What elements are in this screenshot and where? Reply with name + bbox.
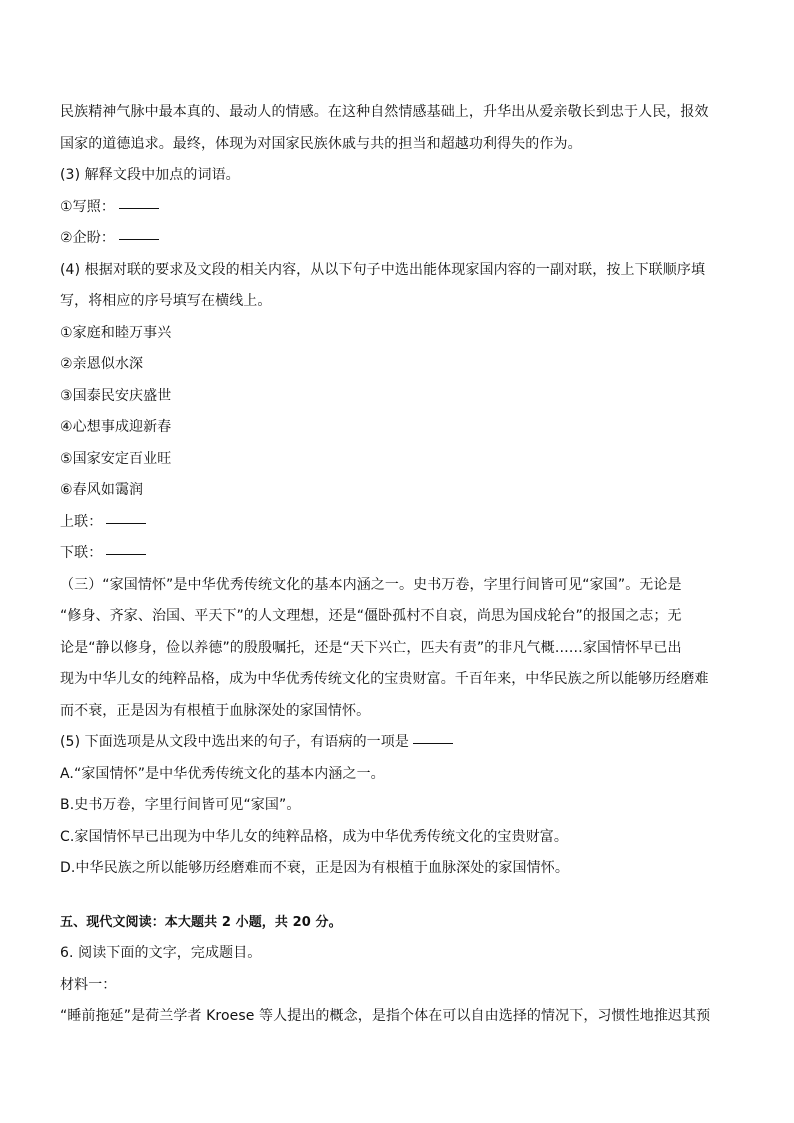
- couplet-option: ④心想事成迎新春: [60, 419, 172, 435]
- section-heading: 五、现代文阅读：本大题共 2 小题，共 20 分。: [60, 914, 342, 930]
- answer-label: ②企盼：: [60, 230, 115, 246]
- answer-blank: [119, 207, 159, 209]
- passage-three-line: 论是“静以修身，俭以养德”的殷殷嘱托，还是“天下兴亡，匹夫有责”的非凡气概……家国情怀早已出: [60, 639, 682, 656]
- couplet-option: ①家庭和睦万事兴: [60, 324, 172, 341]
- answer-blank: [106, 522, 146, 524]
- couplet-option: ⑥春风如霭润: [60, 482, 144, 498]
- choice-a: A.“家国情怀”是中华优秀传统文化的基本内涵之一。: [60, 765, 385, 782]
- material-label: 材料一：: [60, 976, 117, 993]
- passage-three-line: （三）“家国情怀”是中华优秀传统文化的基本内涵之一。史书万卷，字里行间皆可见“家国”。无论是: [60, 576, 682, 593]
- answer-line-xialian: [60, 538, 736, 570]
- answer-line-xiezhao: [60, 192, 736, 224]
- answer-blank: [106, 553, 146, 555]
- couplet-option: ②亲恩似水深: [60, 356, 144, 372]
- passage-three-line: 现为中华儿女的纯粹品格，成为中华优秀传统文化的宝贵财富。千百年来，中华民族之所以能够历经磨难: [60, 671, 709, 687]
- question-3-prompt: (3) 解释文段中加点的词语。: [60, 167, 240, 183]
- passage-line: 民族精神气脉中最本真的、最动人的情感。在这种自然情感基础上，升华出从爱亲敬长到忠于人民，报效: [60, 104, 709, 120]
- question-4-prompt-cont: 写，将相应的序号填写在横线上。: [60, 293, 272, 309]
- question-4-prompt: (4) 根据对联的要求及文段的相关内容，从以下句子中选出能体现家国内容的一副对联，按上下联顺序填: [60, 261, 706, 278]
- question-6-prompt: 6. 阅读下面的文字，完成题目。: [60, 945, 262, 961]
- answer-label: 上联：: [60, 513, 103, 530]
- couplet-option: ③国泰民安庆盛世: [60, 387, 172, 404]
- answer-line-qipan: [60, 223, 736, 255]
- passage-three-line: “修身、齐家、治国、平天下”的人文理想，还是“僵卧孤村不自哀，尚思为国戍轮台”的报国之志；无: [60, 608, 682, 624]
- passage-three-line: 而不衰，正是因为有根植于血脉深处的家国情怀。: [60, 702, 371, 719]
- section-spacer: [60, 885, 736, 907]
- material-line: “睡前拖延”是荷兰学者 Kroese 等人提出的概念，是指个体在可以自由选择的情况下，习惯性地推迟其预: [60, 1008, 711, 1024]
- answer-label: ①写照：: [60, 198, 115, 215]
- question-5-prompt: [60, 727, 736, 759]
- passage-line: 国家的道德追求。最终，体现为对国家民族休戚与共的担当和超越功利得失的作为。: [60, 135, 582, 152]
- choice-c: C.家国情怀早已出现为中华儿女的纯粹品格，成为中华优秀传统文化的宝贵财富。: [60, 828, 568, 845]
- answer-blank: [413, 742, 453, 744]
- question-5-text: (5) 下面选项是从文段中选出来的句子，有语病的一项是: [60, 734, 409, 750]
- answer-label: 下联：: [60, 545, 103, 561]
- choice-b: B.史书万卷，字里行间皆可见“家国”。: [60, 797, 301, 813]
- answer-line-shanglian: [60, 507, 736, 539]
- answer-blank: [119, 238, 159, 240]
- couplet-option: ⑤国家安定百业旺: [60, 450, 172, 467]
- choice-d: D.中华民族之所以能够历经磨难而不衰，正是因为有根植于血脉深处的家国情怀。: [60, 860, 569, 876]
